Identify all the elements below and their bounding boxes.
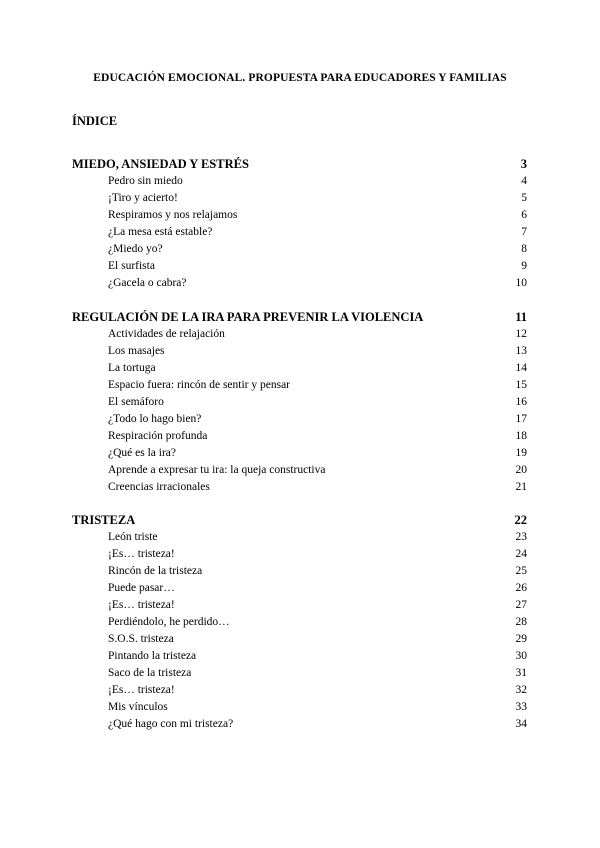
toc-section-heading[interactable] — [72, 156, 527, 173]
toc-entry-label: Perdiéndolo, he perdido… — [108, 616, 230, 628]
toc-section-miedo — [72, 156, 527, 292]
toc-entry-page: 15 — [515, 379, 527, 391]
document-title: EDUCACIÓN EMOCIONAL. PROPUESTA PARA EDUCADORES Y FAMILIAS — [93, 72, 507, 84]
toc-entry[interactable] — [72, 479, 527, 496]
section-page-number: 11 — [515, 310, 527, 324]
toc-entry[interactable] — [72, 614, 527, 631]
toc-entry[interactable] — [72, 631, 527, 648]
toc-entry-label: ¿Gacela o cabra? — [108, 277, 187, 289]
toc-entry[interactable] — [72, 258, 527, 275]
toc-section-heading[interactable] — [72, 512, 527, 529]
toc-entry[interactable] — [72, 445, 527, 462]
toc-entry-label: ¡Es… tristeza! — [108, 599, 175, 611]
section-heading-text: TRISTEZA — [72, 513, 136, 527]
toc-entry-label: ¿Miedo yo? — [108, 243, 163, 255]
toc-entry-page: 24 — [515, 548, 527, 560]
toc-entry-page: 30 — [515, 650, 527, 662]
toc-entry-page: 20 — [515, 464, 527, 476]
toc-entry[interactable] — [72, 343, 527, 360]
toc-entry[interactable] — [72, 529, 527, 546]
section-heading-text: REGULACIÓN DE LA IRA PARA PREVENIR LA VIOLENCIA — [72, 310, 424, 324]
toc-entry-page: 31 — [515, 667, 527, 679]
toc-entry-page: 10 — [515, 277, 527, 289]
toc-entry-page: 8 — [521, 243, 527, 255]
toc-entry[interactable] — [72, 326, 527, 343]
toc-entry-page: 18 — [515, 430, 527, 442]
toc-entry-label: Puede pasar… — [108, 582, 175, 594]
toc-entry[interactable] — [72, 546, 527, 563]
toc-entry-label: ¿Qué es la ira? — [108, 447, 177, 459]
toc-entry-label: S.O.S. tristeza — [108, 633, 174, 645]
toc-entry-page: 16 — [515, 396, 527, 408]
section-heading-text: MIEDO, ANSIEDAD Y ESTRÉS — [72, 157, 249, 171]
toc-section-heading[interactable] — [72, 309, 527, 326]
toc-entry-page: 32 — [515, 684, 527, 696]
toc-entry[interactable] — [72, 665, 527, 682]
toc-entry-label: El surfista — [108, 260, 155, 272]
toc-entry[interactable] — [72, 411, 527, 428]
toc-entry[interactable] — [72, 360, 527, 377]
toc-entry[interactable] — [72, 224, 527, 241]
toc-entry-page: 23 — [515, 531, 527, 543]
toc-entry-page: 26 — [515, 582, 527, 594]
toc-entry-label: Saco de la tristeza — [108, 667, 192, 679]
toc-entry-label: ¿La mesa está estable? — [108, 226, 213, 238]
toc-entry[interactable] — [72, 173, 527, 190]
toc-entry[interactable] — [72, 716, 527, 733]
toc-entry-label: Creencias irracionales — [108, 481, 210, 493]
toc-entry[interactable] — [72, 394, 527, 411]
toc-entry-page: 14 — [515, 362, 527, 374]
toc-entry-label: Mis vínculos — [108, 701, 168, 713]
toc-entry[interactable] — [72, 648, 527, 665]
toc-entry-label: Espacio fuera: rincón de sentir y pensar — [108, 379, 291, 391]
toc-entry-label: Respiramos y nos relajamos — [108, 209, 238, 221]
toc-entry-page: 19 — [515, 447, 527, 459]
toc-entry[interactable] — [72, 428, 527, 445]
section-page-number: 22 — [514, 513, 527, 527]
toc-entry[interactable] — [72, 377, 527, 394]
toc-entry[interactable] — [72, 462, 527, 479]
toc-entry-page: 9 — [521, 260, 527, 272]
toc-entry-page: 13 — [515, 345, 527, 357]
toc-entry-page: 29 — [515, 633, 527, 645]
toc-entry[interactable] — [72, 597, 527, 614]
toc-entry-page: 17 — [515, 413, 527, 425]
toc-entry-page: 4 — [521, 175, 527, 187]
toc-entry[interactable] — [72, 580, 527, 597]
toc-entry-page: 5 — [521, 192, 527, 204]
toc-entry[interactable] — [72, 275, 527, 292]
toc-entry-label: Pintando la tristeza — [108, 650, 197, 662]
toc-entry-label: Actividades de relajación — [108, 328, 225, 340]
toc-entry-label: Rincón de la tristeza — [108, 565, 203, 577]
toc-entry[interactable] — [72, 241, 527, 258]
toc-entry-label: Pedro sin miedo — [108, 175, 183, 187]
toc-entry-label: La tortuga — [108, 362, 156, 374]
toc-entry-label: Aprende a expresar tu ira: la queja constructiva — [108, 464, 326, 476]
toc-entry-page: 12 — [515, 328, 527, 340]
index-heading: ÍNDICE — [72, 114, 118, 128]
toc-entry-page: 28 — [515, 616, 527, 628]
toc-entry[interactable] — [72, 190, 527, 207]
toc-entry-page: 6 — [521, 209, 527, 221]
toc-entry-label: ¿Todo lo hago bien? — [108, 413, 202, 425]
toc-entry-page: 33 — [515, 701, 527, 713]
toc-entry-label: Los masajes — [108, 345, 165, 357]
toc-section-tristeza — [72, 512, 527, 733]
toc-entry-page: 7 — [521, 226, 527, 238]
toc-entry[interactable] — [72, 563, 527, 580]
toc-entry-label: ¡Es… tristeza! — [108, 548, 175, 560]
toc-entry-label: El semáforo — [108, 396, 164, 408]
toc-entry-label: León triste — [108, 531, 158, 543]
toc-entry-label: ¡Tiro y acierto! — [108, 192, 178, 204]
toc-entry-page: 27 — [515, 599, 527, 611]
toc-entry-label: ¿Qué hago con mi tristeza? — [108, 718, 234, 730]
section-page-number: 3 — [520, 157, 527, 171]
toc-entry[interactable] — [72, 207, 527, 224]
toc-section-ira — [72, 309, 527, 496]
toc-entry-label: Respiración profunda — [108, 430, 208, 442]
toc-entry-label: ¡Es… tristeza! — [108, 684, 175, 696]
toc-entry-page: 21 — [515, 481, 527, 493]
toc-entry-page: 25 — [515, 565, 527, 577]
toc-entry[interactable] — [72, 682, 527, 699]
toc-entry-page: 34 — [515, 718, 527, 730]
toc-entry[interactable] — [72, 699, 527, 716]
